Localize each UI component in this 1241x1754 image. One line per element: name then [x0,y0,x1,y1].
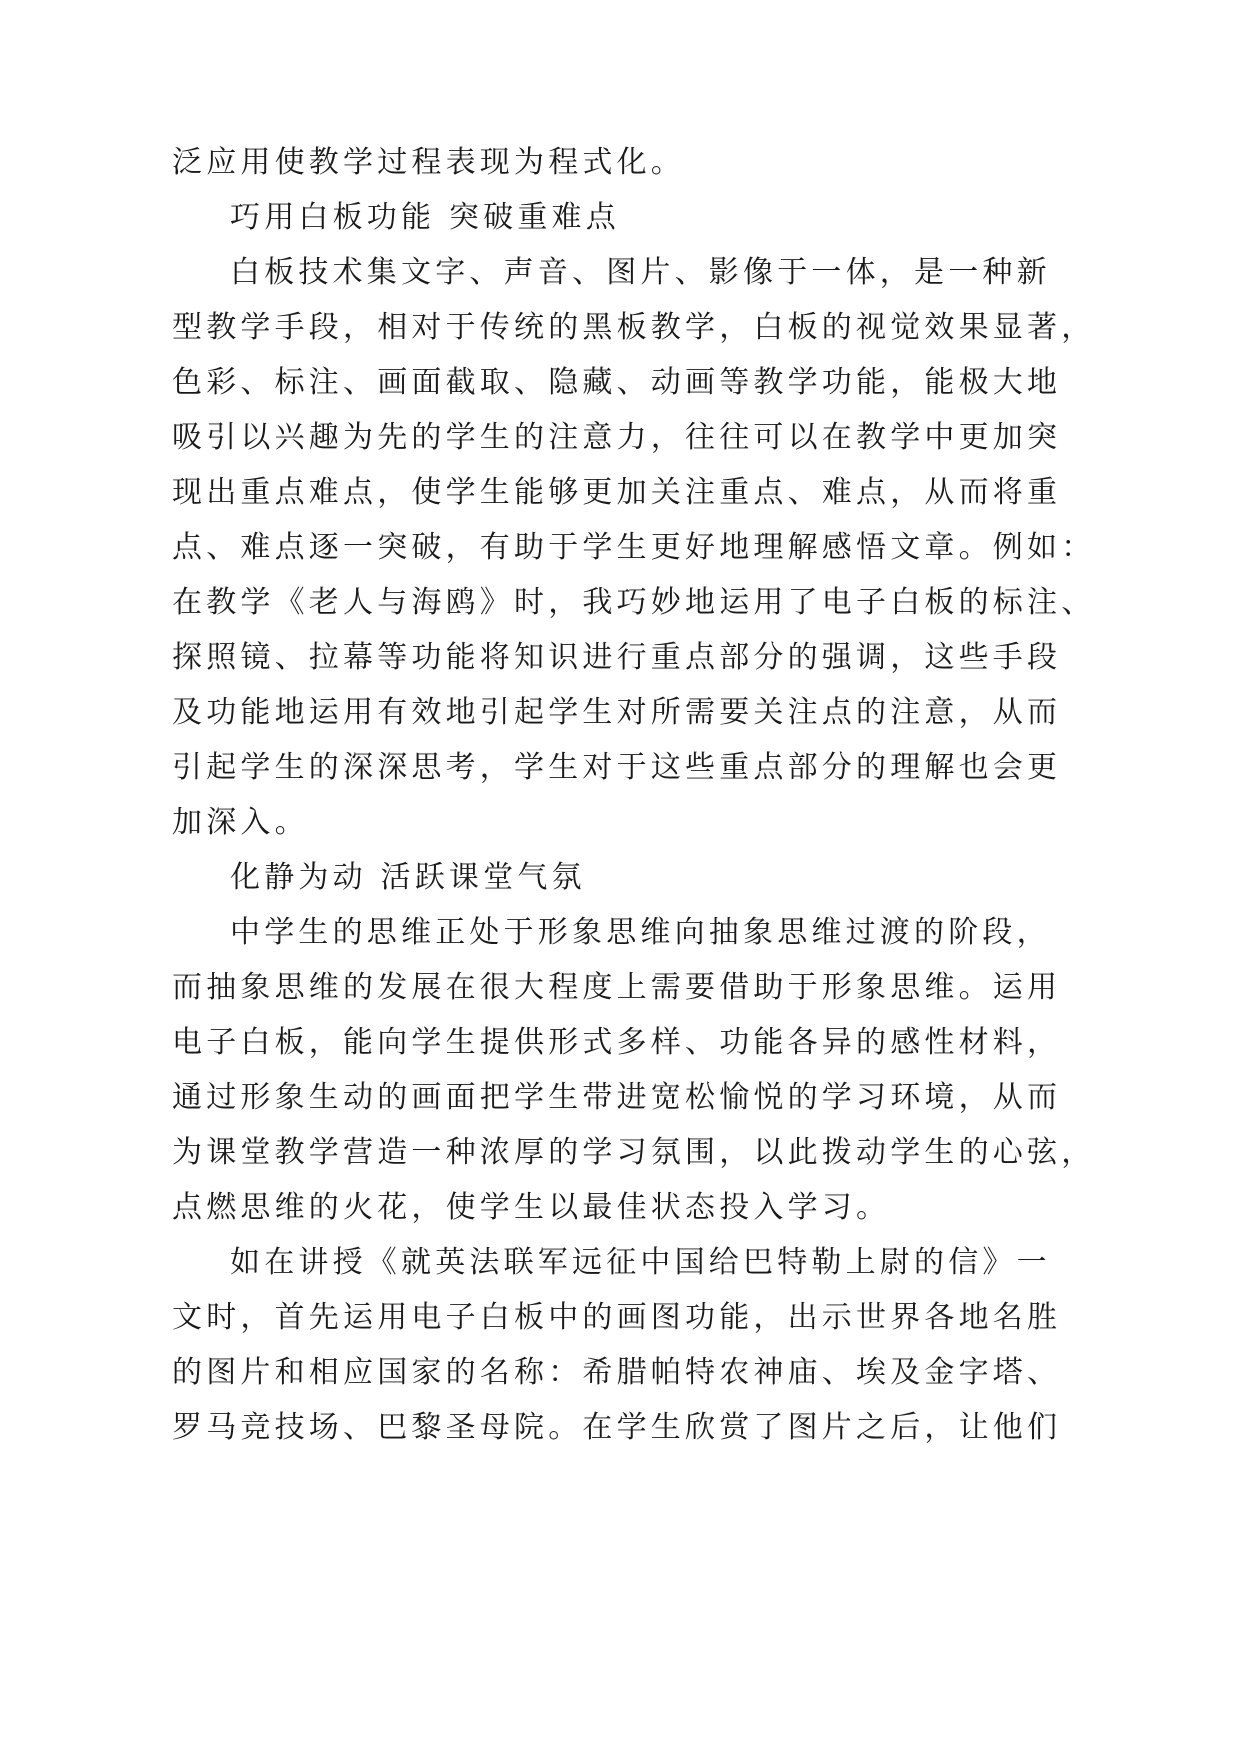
text-line: 吸引以兴趣为先的学生的注意力，往往可以在教学中更加突 [172,420,1062,455]
text-line: 而抽象思维的发展在很大程度上需要借助于形象思维。运用 [172,970,1062,1005]
text-line: 通过形象生动的画面把学生带进宽松愉悦的学习环境，从而 [172,1080,1062,1115]
text-line: 点燃思维的火花，使学生以最佳状态投入学习。 [172,1190,891,1225]
text-line: 白板技术集文字、声音、图片、影像于一体，是一种新 [230,255,1051,290]
text-line: 为课堂教学营造一种浓厚的学习氛围，以此拨动学生的心弦， [172,1135,1096,1170]
text-line: 点、难点逐一突破，有助于学生更好地理解感悟文章。例如： [172,530,1096,565]
text-line: 中学生的思维正处于形象思维向抽象思维过渡的阶段， [230,915,1051,950]
text-line: 如在讲授《就英法联军远征中国给巴特勒上尉的信》一 [230,1245,1051,1280]
text-line: 色彩、标注、画面截取、隐藏、动画等教学功能，能极大地 [172,365,1062,400]
text-line: 探照镜、拉幕等功能将知识进行重点部分的强调，这些手段 [172,640,1062,675]
section-heading: 化静为动 活跃课堂气氛 [230,860,586,895]
text-line: 型教学手段，相对于传统的黑板教学，白板的视觉效果显著， [172,310,1096,345]
text-line: 的图片和相应国家的名称：希腊帕特农神庙、埃及金字塔、 [172,1355,1062,1390]
text-line: 现出重点难点，使学生能够更加关注重点、难点，从而将重 [172,475,1062,510]
section-heading: 巧用白板功能 突破重难点 [230,200,620,235]
text-line: 罗马竞技场、巴黎圣母院。在学生欣赏了图片之后，让他们 [172,1410,1062,1445]
text-line: 加深入。 [172,805,309,840]
text-line: 泛应用使教学过程表现为程式化。 [172,145,685,180]
text-line: 引起学生的深深思考，学生对于这些重点部分的理解也会更 [172,750,1062,785]
text-line: 在教学《老人与海鸥》时，我巧妙地运用了电子白板的标注、 [172,585,1096,620]
text-line: 及功能地运用有效地引起学生对所需要关注点的注意，从而 [172,695,1062,730]
text-line: 电子白板，能向学生提供形式多样、功能各异的感性材料， [172,1025,1062,1060]
text-line: 文时，首先运用电子白板中的画图功能，出示世界各地名胜 [172,1300,1062,1335]
